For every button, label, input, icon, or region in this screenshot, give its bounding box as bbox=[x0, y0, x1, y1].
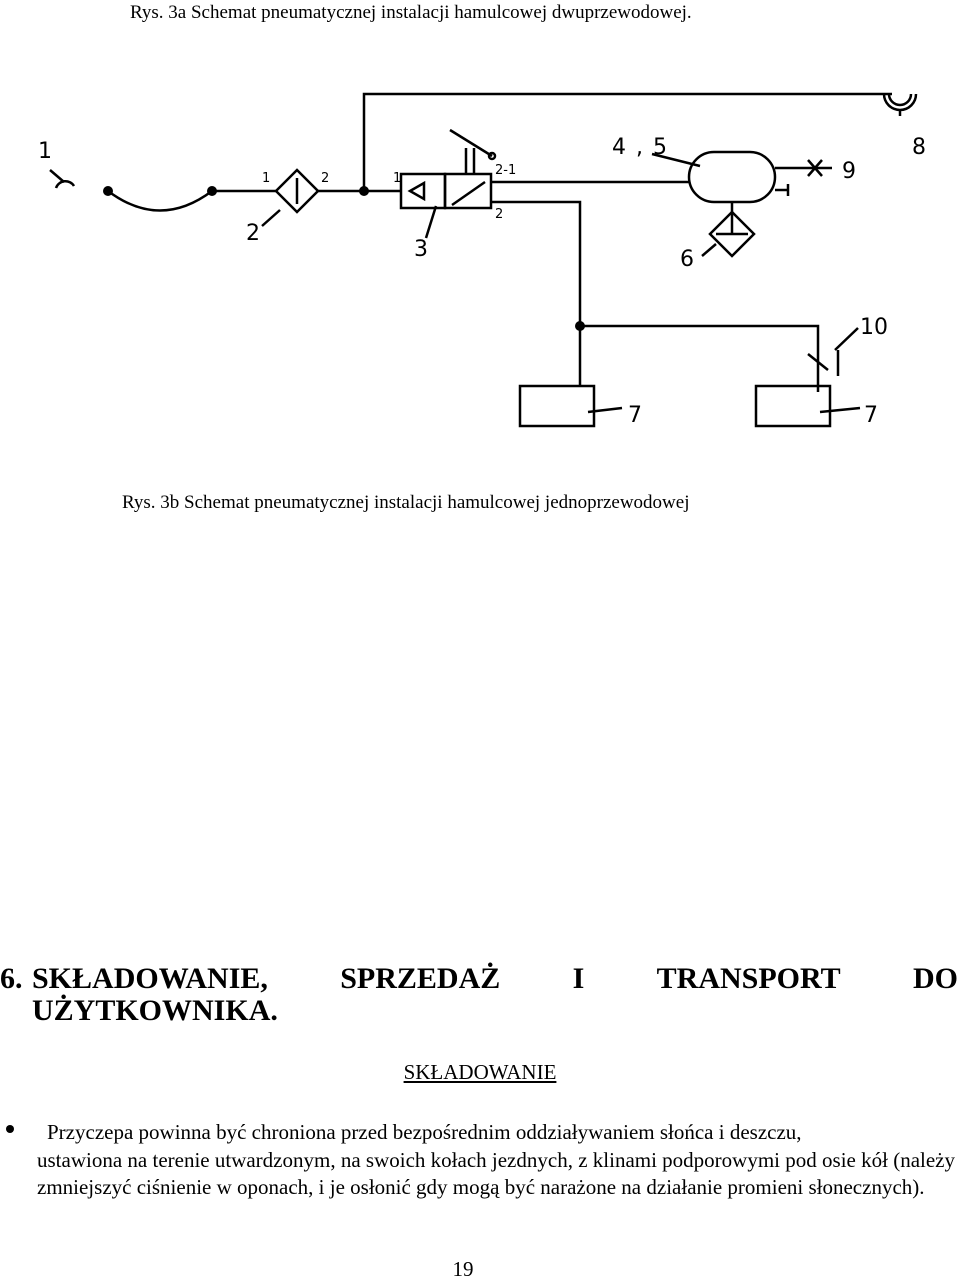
subheading: SKŁADOWANIE bbox=[403, 1060, 557, 1084]
bullet-icon bbox=[6, 1125, 14, 1133]
figure-caption-3a: Rys. 3a Schemat pneumatycznej instalacji hamulcowej dwuprzewodowej. bbox=[130, 2, 692, 23]
port-label-filter-2: 2 bbox=[321, 171, 330, 186]
section-heading bbox=[0, 962, 960, 1028]
port-label-valve-2-1: 2-1 bbox=[495, 163, 517, 178]
port-label-valve-2: 2 bbox=[495, 207, 504, 222]
connecting-hose bbox=[108, 191, 212, 211]
label-2: 2 bbox=[246, 221, 260, 246]
coupling-head-1 bbox=[56, 181, 74, 188]
port-label-valve-1: 1 bbox=[393, 171, 402, 186]
figure-caption-3b: Rys. 3b Schemat pneumatycznej instalacji hamulcowej jednoprzewodowej bbox=[122, 492, 690, 513]
label-10: 10 bbox=[860, 315, 888, 340]
heading-word-2: SPRZEDAŻ bbox=[340, 962, 501, 995]
port-label-filter-1: 1 bbox=[262, 171, 271, 186]
body-paragraph bbox=[37, 1119, 955, 1202]
heading-line-2: UŻYTKOWNIKA. bbox=[32, 994, 278, 1027]
paragraph-rest: ustawiona na terenie utwardzonym, na swoich kołach jezdnych, z klinami podporowymi pod osie kół (należy zmniejszyć ciśnienie w oponach, i je osłonić gdy mogą być narażone na działanie promieni słonecznych). bbox=[37, 1147, 955, 1199]
brake-cylinder-7-left bbox=[520, 386, 594, 426]
air-reservoir-4-5 bbox=[689, 152, 775, 202]
page-number: 19 bbox=[452, 1257, 474, 1281]
label-7-left: 7 bbox=[628, 403, 642, 428]
heading-word-3: I bbox=[572, 962, 585, 995]
label-4-5: 4,5 bbox=[612, 135, 677, 160]
heading-word-1: SKŁADOWANIE, bbox=[32, 962, 268, 995]
label-8: 8 bbox=[912, 135, 926, 160]
label-7-right: 7 bbox=[864, 403, 878, 428]
paragraph-line-1: Przyczepa powinna być chroniona przed bezpośrednim oddziaływaniem słońca i deszczu, bbox=[47, 1120, 802, 1144]
section-number: 6. bbox=[0, 962, 23, 995]
label-9: 9 bbox=[842, 159, 856, 184]
label-3: 3 bbox=[414, 237, 428, 262]
brake-system-diagram bbox=[0, 70, 960, 470]
label-1: 1 bbox=[38, 139, 52, 164]
heading-word-4: TRANSPORT bbox=[656, 962, 841, 995]
heading-word-5: DO bbox=[912, 962, 958, 995]
label-6: 6 bbox=[680, 247, 694, 272]
